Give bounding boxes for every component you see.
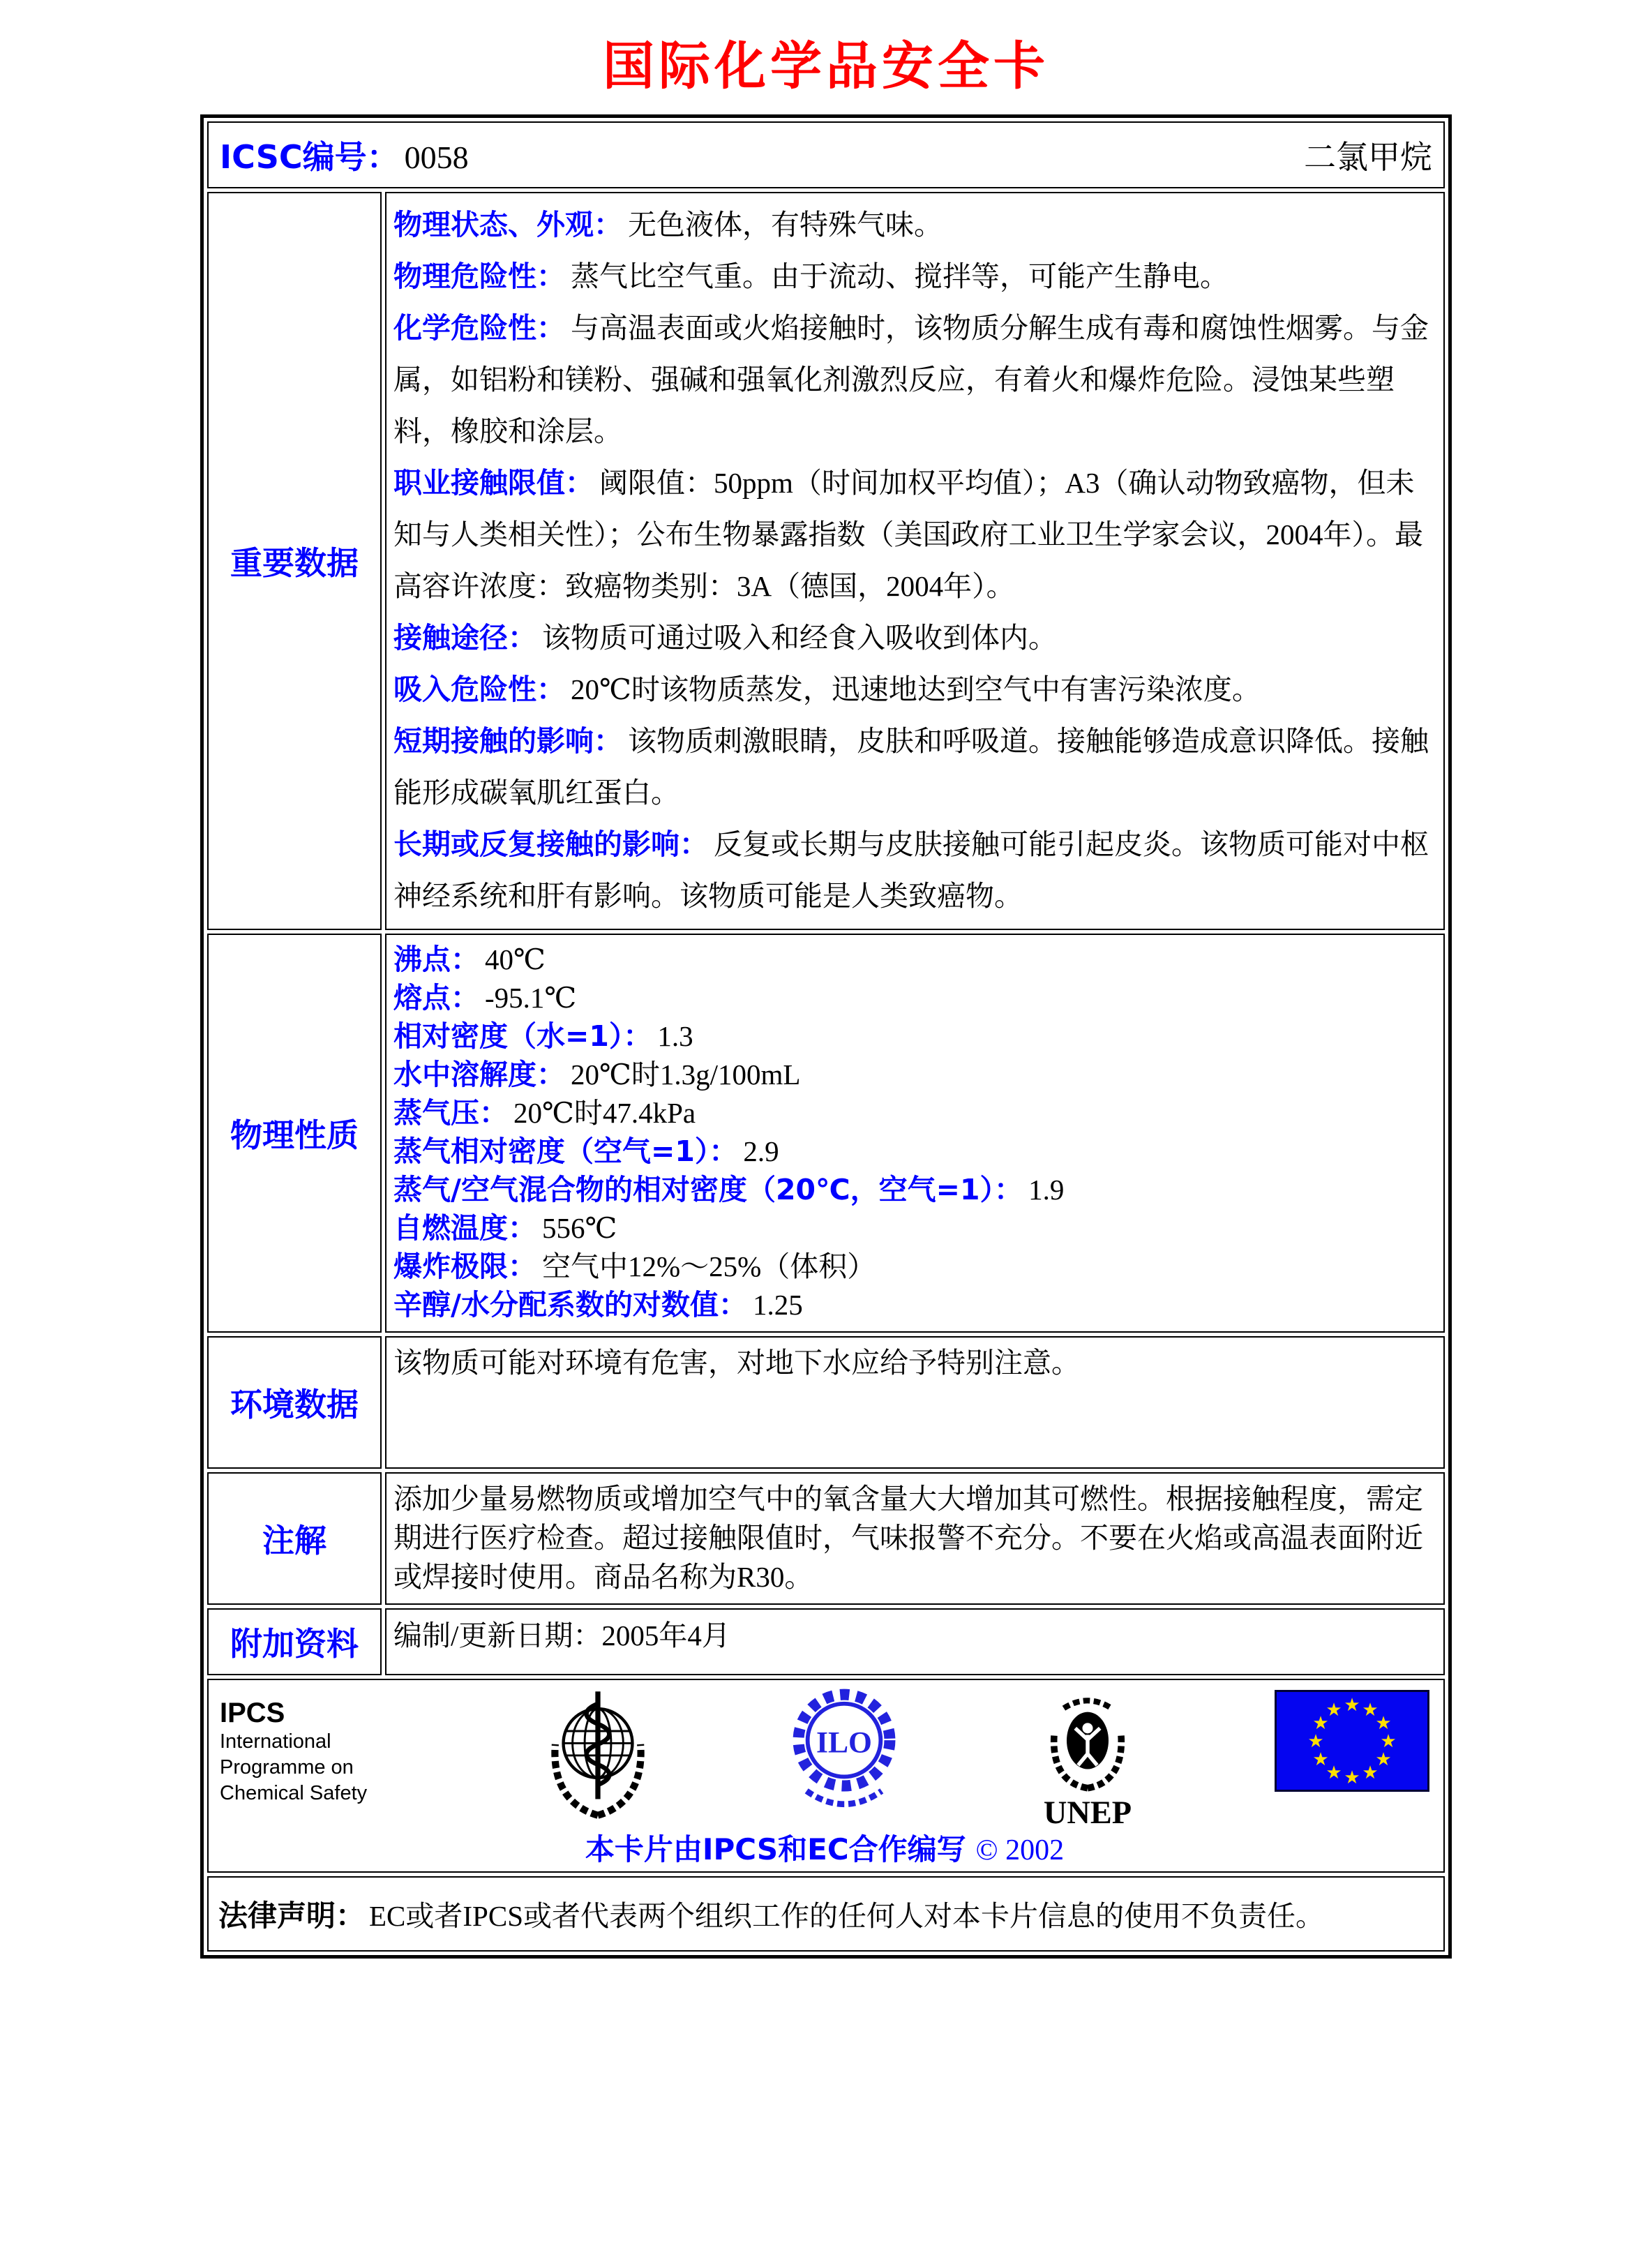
footer-cell — [207, 1679, 1445, 1873]
icsc-card-table — [200, 114, 1452, 1959]
ipcs-text-block — [220, 1687, 407, 1806]
svg-text:★: ★ — [1326, 1762, 1342, 1783]
svg-text:★: ★ — [1312, 1713, 1329, 1734]
field-short-term-effects: 短期接触的影响： 该物质刺激眼睛，皮肤和呼吸道。接触能够造成意识降低。接触能形成碳氧肌红蛋白。 — [393, 724, 1429, 809]
header-row — [207, 121, 1445, 188]
icsc-number-field — [220, 132, 469, 178]
icsc-number-value: 0058 — [404, 140, 469, 175]
unep-logo-text: UNEP — [1043, 1795, 1132, 1830]
field-vapor-pressure: 蒸气压： 20℃时47.4kPa — [393, 1096, 696, 1130]
substance-name: 二氯甲烷 — [1304, 140, 1432, 175]
ilo-logo-text: ILO — [816, 1725, 873, 1760]
legal-cell — [207, 1876, 1445, 1952]
field-exposure-routes: 接触途径： 该物质可通过吸入和经食入吸收到体内。 — [393, 621, 1057, 654]
svg-text:★: ★ — [1307, 1731, 1324, 1752]
environmental-data-content — [385, 1336, 1445, 1469]
field-octanol-water-partition: 辛醇/水分配系数的对数值： 1.25 — [393, 1288, 803, 1322]
physical-properties-content — [385, 934, 1445, 1333]
svg-text:★: ★ — [1326, 1700, 1342, 1721]
svg-text:★: ★ — [1312, 1749, 1329, 1770]
field-vapor-air-mixture-density: 蒸气/空气混合物的相对密度（20℃，空气=1）： 1.9 — [393, 1173, 1065, 1206]
notes-row — [207, 1472, 1445, 1605]
svg-text:★: ★ — [1344, 1695, 1360, 1716]
field-chemical-hazard: 化学危险性： 与高温表面或火焰接触时，该物质分解生成有毒和腐蚀性烟雾。与金属，如铝粉和镁粉、强碱和强氧化剂激烈反应，有着火和爆炸危险。浸蚀某些塑料，橡胶和涂层。 — [393, 311, 1429, 447]
legal-text: EC或者IPCS或者代表两个组织工作的任何人对本卡片信息的使用不负责任。 — [369, 1900, 1325, 1932]
section-label-notes: 注解 — [207, 1472, 382, 1605]
field-explosive-limits: 爆炸极限： 空气中12%～25%（体积） — [393, 1250, 876, 1283]
additional-info-text: 编制/更新日期：2005年4月 — [393, 1619, 730, 1652]
ilo-logo-icon — [788, 1687, 900, 1823]
section-label-environmental-data: 环境数据 — [207, 1336, 382, 1469]
important-data-content — [385, 192, 1445, 930]
section-label-physical-properties: 物理性质 — [207, 934, 382, 1333]
notes-text: 添加少量易燃物质或增加空气中的氧含量大大增加其可燃性。根据接触程度，需定期进行医疗检查。超过接触限值时，气味报警不充分。不要在火焰或高温表面附近或焊接时使用。商品名称为R30。 — [393, 1483, 1423, 1593]
ipcs-subtitle-line: Programme on — [220, 1756, 354, 1779]
icsc-number-label: ICSC编号： — [220, 138, 399, 176]
ipcs-title: IPCS — [220, 1698, 285, 1728]
field-long-term-effects: 长期或反复接触的影响： 反复或长期与皮肤接触可能引起皮炎。该物质可能对中枢神经系统和肝有影响。该物质可能是人类致癌物。 — [393, 828, 1429, 912]
svg-text:★: ★ — [1344, 1767, 1360, 1788]
environmental-data-row — [207, 1336, 1445, 1469]
svg-text:★: ★ — [1362, 1762, 1379, 1783]
field-autoignition-temperature: 自燃温度： 556℃ — [393, 1211, 617, 1245]
svg-text:★: ★ — [1362, 1700, 1379, 1721]
notes-content — [385, 1472, 1445, 1605]
header-cell — [207, 121, 1445, 188]
physical-properties-row — [207, 934, 1445, 1333]
legal-label: 法律声明： — [218, 1899, 366, 1933]
ipcs-subtitle-line: Chemical Safety — [220, 1782, 368, 1804]
field-inhalation-risk: 吸入危险性： 20℃时该物质蒸发，迅速地达到空气中有害污染浓度。 — [393, 673, 1261, 706]
field-water-solubility: 水中溶解度： 20℃时1.3g/100mL — [393, 1058, 801, 1091]
field-relative-density: 相对密度（水=1）： 1.3 — [393, 1019, 693, 1053]
section-label-important-data: 重要数据 — [207, 192, 382, 930]
page-title: 国际化学品安全卡 — [603, 36, 1049, 96]
field-physical-state: 物理状态、外观： 无色液体，有特殊气味。 — [393, 208, 943, 241]
svg-text:★: ★ — [1375, 1713, 1392, 1734]
environmental-data-text: 该物质可能对环境有危害，对地下水应给予特别注意。 — [393, 1347, 1080, 1379]
section-label-additional-info: 附加资料 — [207, 1608, 382, 1675]
field-melting-point: 熔点： -95.1℃ — [393, 981, 577, 1015]
svg-text:★: ★ — [1375, 1749, 1392, 1770]
field-occupational-limits: 职业接触限值： 阈限值：50ppm（时间加权平均值）；A3（确认动物致癌物，但未知与人类相关性）；公布生物暴露指数（美国政府工业卫生学家会议，2004年）。最高容许浓度：致癌物类别：3A（德国，2004年）。 — [393, 466, 1423, 602]
footer-row — [207, 1679, 1445, 1873]
additional-info-content — [385, 1608, 1445, 1675]
field-physical-hazard: 物理危险性： 蒸气比空气重。由于流动、搅拌等，可能产生静电。 — [393, 260, 1229, 293]
important-data-row — [207, 192, 1445, 930]
svg-text:★: ★ — [1380, 1731, 1397, 1752]
footer-copyright: © 2002 — [975, 1834, 1065, 1866]
field-boiling-point: 沸点： 40℃ — [393, 943, 546, 976]
who-logo-icon — [542, 1687, 654, 1823]
unep-logo-icon — [1035, 1687, 1140, 1834]
eu-flag-icon — [1275, 1690, 1429, 1795]
footer-caption — [220, 1827, 1429, 1869]
additional-info-row — [207, 1608, 1445, 1675]
icsc-card-page — [0, 25, 1652, 1959]
legal-row — [207, 1876, 1445, 1952]
field-vapor-relative-density: 蒸气相对密度（空气=1）： 2.9 — [393, 1135, 779, 1168]
footer-caption-text: 本卡片由IPCS和EC合作编写 — [585, 1832, 966, 1866]
ipcs-subtitle-line: International — [220, 1730, 331, 1753]
